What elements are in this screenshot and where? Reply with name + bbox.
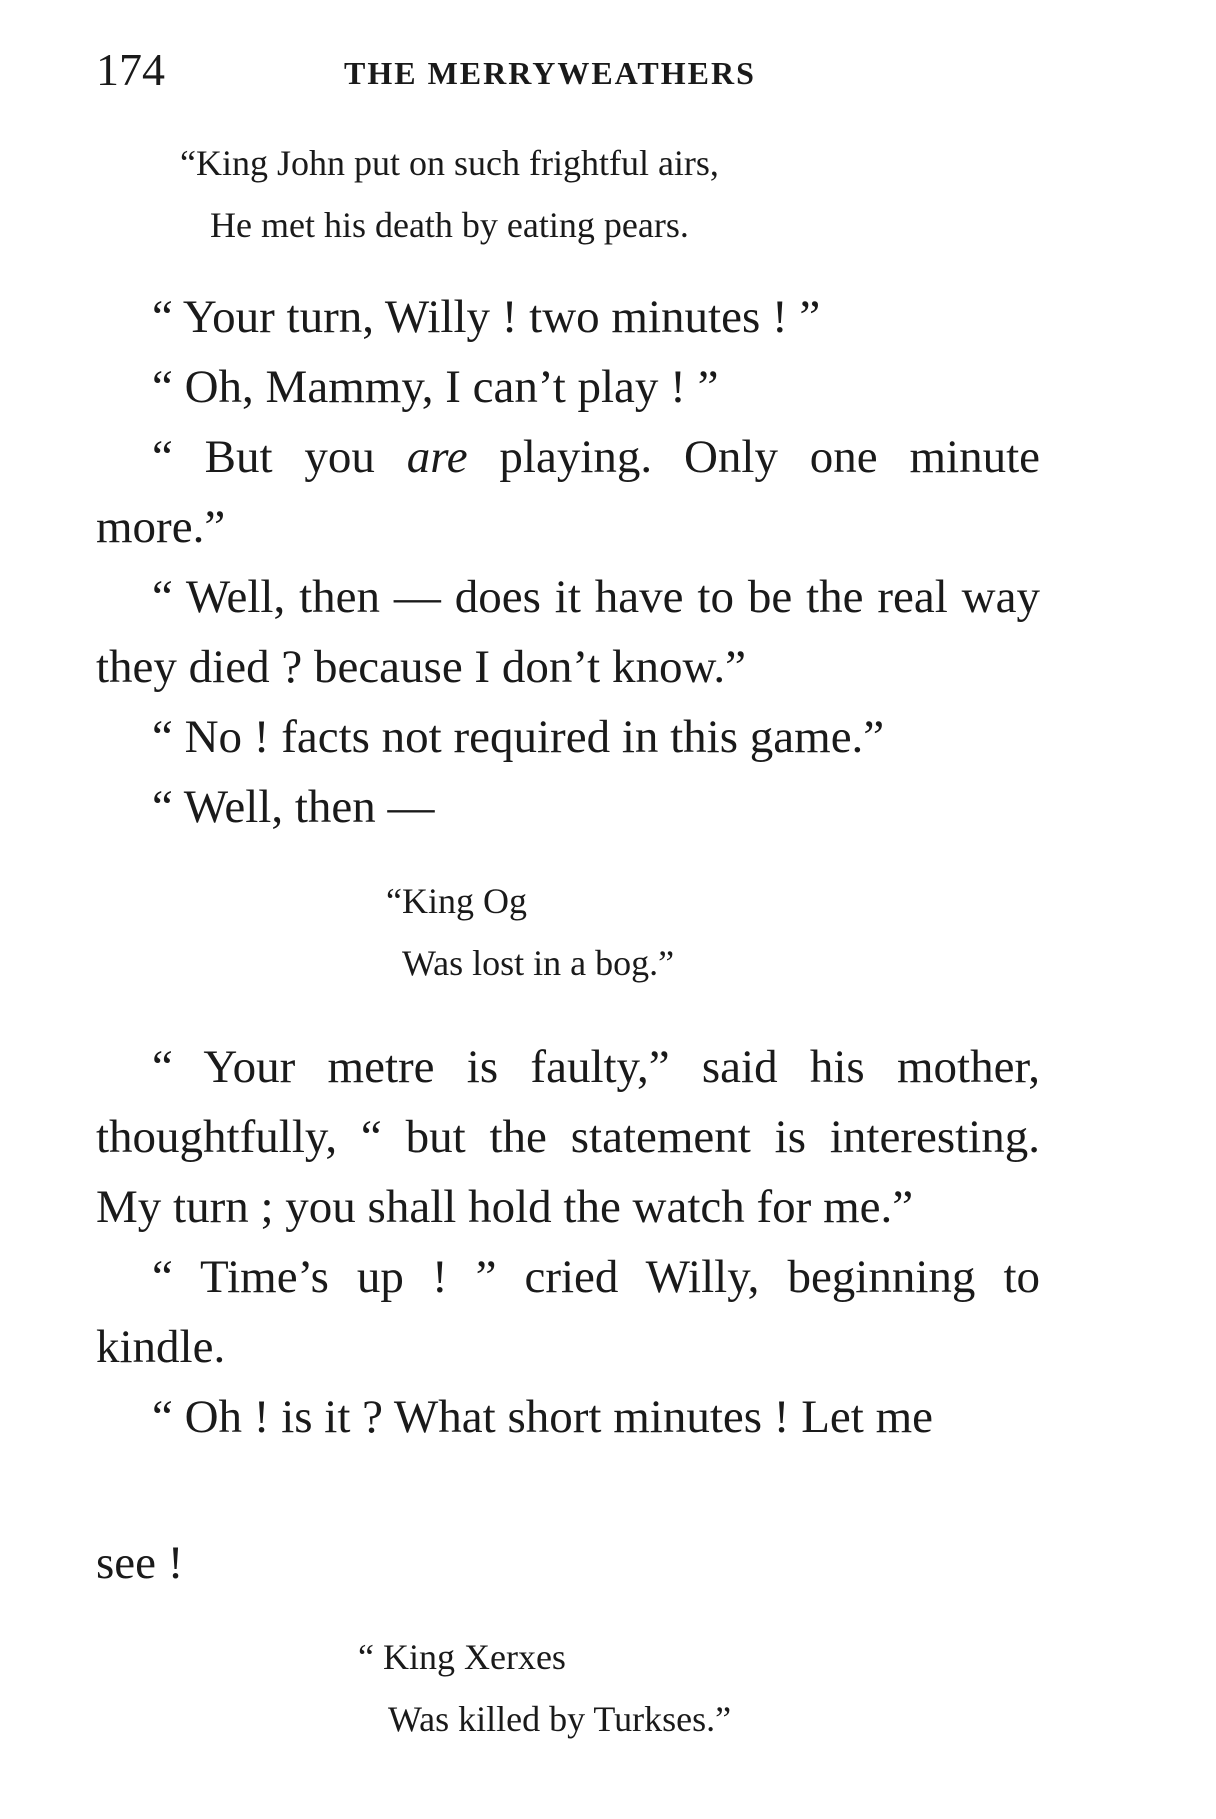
paragraph: “ No ! facts not required in this game.” [152, 711, 885, 763]
paragraph: “ Well, then — [152, 781, 435, 833]
verse-king-xerxes [358, 1626, 731, 1750]
prose-block-dialogue [96, 282, 1040, 842]
verse-king-og [386, 870, 674, 994]
paragraph [96, 422, 1040, 562]
page-header [96, 40, 996, 100]
paragraph: “ Your turn, Willy ! two minutes ! ” [152, 291, 821, 343]
verse-line: Was lost in a bog.” [402, 943, 675, 983]
verse-line: “ King Xerxes [358, 1637, 566, 1677]
paragraph: “ Well, then — does it have to be the real way they died ? because I don’t know.” [96, 571, 1040, 693]
paragraph-continuation: see ! [96, 1537, 184, 1589]
running-title: THE MERRYWEATHERS [344, 55, 756, 91]
verse-line: “King John put on such frightful airs, [180, 143, 719, 183]
paragraph: “ Oh, Mammy, I can’t play ! ” [152, 361, 719, 413]
prose-block-mother [96, 1032, 1040, 1452]
paragraph: “ Oh ! is it ? What short minutes ! Let me [152, 1391, 933, 1443]
paragraph-text: playing. Only one minute more.” [96, 431, 1040, 553]
paragraph: “ Your metre is faulty,” said his mother, thoughtfully, “ but the statement is interesting. My turn ; you shall hold the watch for me.” [96, 1041, 1040, 1233]
page-number: 174 [96, 44, 165, 95]
verse-line: “King Og [386, 881, 527, 921]
paragraph-text: “ But you [152, 431, 407, 483]
emphasized-word: are [406, 431, 468, 483]
verse-king-john [180, 132, 719, 256]
verse-line: He met his death by eating pears. [210, 205, 689, 245]
verse-line: Was killed by Turkses.” [388, 1699, 732, 1739]
paragraph: “ Time’s up ! ” cried Willy, beginning to kindle. [96, 1251, 1040, 1373]
